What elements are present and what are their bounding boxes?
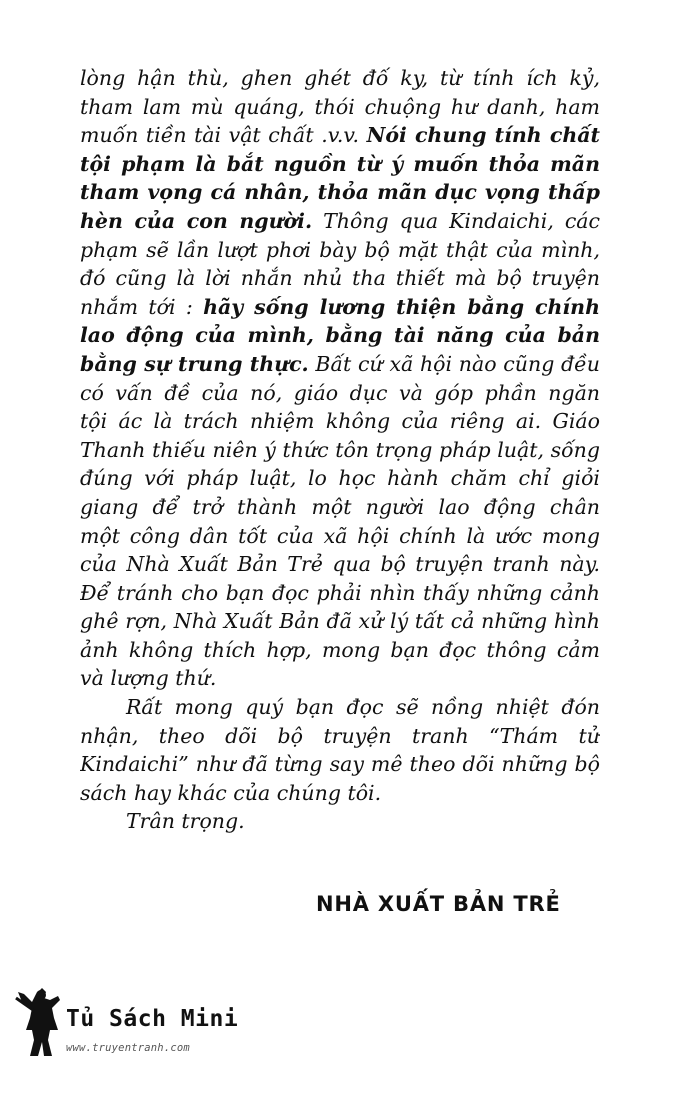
text-segment: muốn tiền tài vật chất .v.v. <box>80 123 367 148</box>
text-line <box>80 407 600 436</box>
text-line <box>80 522 600 551</box>
text-line <box>80 264 600 293</box>
text-segment: tham lam mù quáng, thói chuộng hư danh, ham <box>80 94 600 119</box>
text-line <box>80 293 600 322</box>
watermark-url: www.truyentranh.com <box>66 1042 190 1054</box>
bold-text-segment: tội phạm là bắt nguồn từ ý muốn thỏa mãn <box>80 151 600 176</box>
bold-text-segment: lao động của mình, bằng tài năng của bản <box>80 323 600 348</box>
paragraph-1 <box>80 64 600 693</box>
watermark-title: Tủ Sách Mini <box>66 1006 239 1032</box>
text-segment: tội ác là trách nhiệm không của riêng ai. Giáo <box>80 409 600 434</box>
text-segment: và lượng thứ. <box>80 666 217 691</box>
text-line <box>80 464 600 493</box>
text-line <box>80 321 600 350</box>
text-line <box>80 550 600 579</box>
text-segment: một công dân tốt của xã hội chính là ước mong <box>80 523 600 548</box>
publisher-signature: NHÀ XUẤT BẢN TRẺ <box>316 892 561 916</box>
text-segment: Bất cứ xã hội nào cũng đều <box>308 351 600 376</box>
text-segment: Để tránh cho bạn đọc phải nhìn thấy những cảnh <box>80 580 600 605</box>
closing-line: Trân trọng. <box>126 809 245 834</box>
text-segment: Thanh thiếu niên ý thức tôn trọng pháp luật, sống <box>80 437 600 462</box>
text-line <box>80 121 600 150</box>
bold-text-segment: hèn của con người. <box>80 208 313 233</box>
text-line <box>80 436 600 465</box>
text-line: Rất mong quý bạn đọc sẽ nồng nhiệt đón <box>126 695 600 720</box>
text-segment: nhắm tới : <box>80 294 204 319</box>
text-segment: có vấn đề của nó, giáo dục và góp phần ngăn <box>80 380 600 405</box>
text-line <box>80 664 600 693</box>
text-line <box>80 350 600 379</box>
text-segment: giang để trở thành một người lao động chân <box>80 494 600 519</box>
body-text <box>80 64 600 836</box>
text-line <box>80 93 600 122</box>
text-segment: lòng hận thù, ghen ghét đố ky, từ tính ích kỷ, <box>80 66 600 90</box>
bold-text-segment: hãy sống lương thiện bằng chính <box>203 294 600 319</box>
text-segment: Thông qua Kindaichi, các <box>323 208 600 233</box>
watermark-logo <box>14 984 254 1064</box>
text-line <box>80 236 600 265</box>
text-segment: đúng với pháp luật, lo học hành chăm chỉ giỏi <box>80 466 600 491</box>
text-line <box>80 493 600 522</box>
text-line: Kindaichi” như đã từng say mê theo dõi những bộ <box>80 752 600 777</box>
bold-text-segment: bằng sự trung thực. <box>80 351 309 376</box>
bold-text-segment: Nói chung tính chất <box>366 123 600 148</box>
text-line: sách hay khác của chúng tôi. <box>80 780 382 805</box>
text-line <box>80 379 600 408</box>
text-segment: ảnh không thích hợp, mong bạn đọc thông cảm <box>80 637 600 662</box>
text-line <box>80 207 600 236</box>
text-line <box>80 150 600 179</box>
text-segment: ghê rợn, Nhà Xuất Bản đã xử lý tất cả những hình <box>80 609 600 634</box>
paragraph-2 <box>80 693 600 807</box>
text-line <box>80 64 600 93</box>
text-line <box>80 579 600 608</box>
ninja-silhouette-icon <box>14 984 74 1064</box>
text-segment: của Nhà Xuất Bản Trẻ qua bộ truyện tranh này. <box>80 552 600 577</box>
text-line <box>80 178 600 207</box>
text-line <box>80 607 600 636</box>
text-line: nhận, theo dõi bộ truyện tranh “Thám tử <box>80 723 600 748</box>
text-segment: phạm sẽ lần lượt phơi bày bộ mặt thật của mình, <box>80 237 600 262</box>
text-segment: đó cũng là lời nhắn nhủ tha thiết mà bộ truyện <box>80 266 600 291</box>
bold-text-segment: tham vọng cá nhân, thỏa mãn dục vọng thấp <box>80 180 600 205</box>
text-line <box>80 636 600 665</box>
